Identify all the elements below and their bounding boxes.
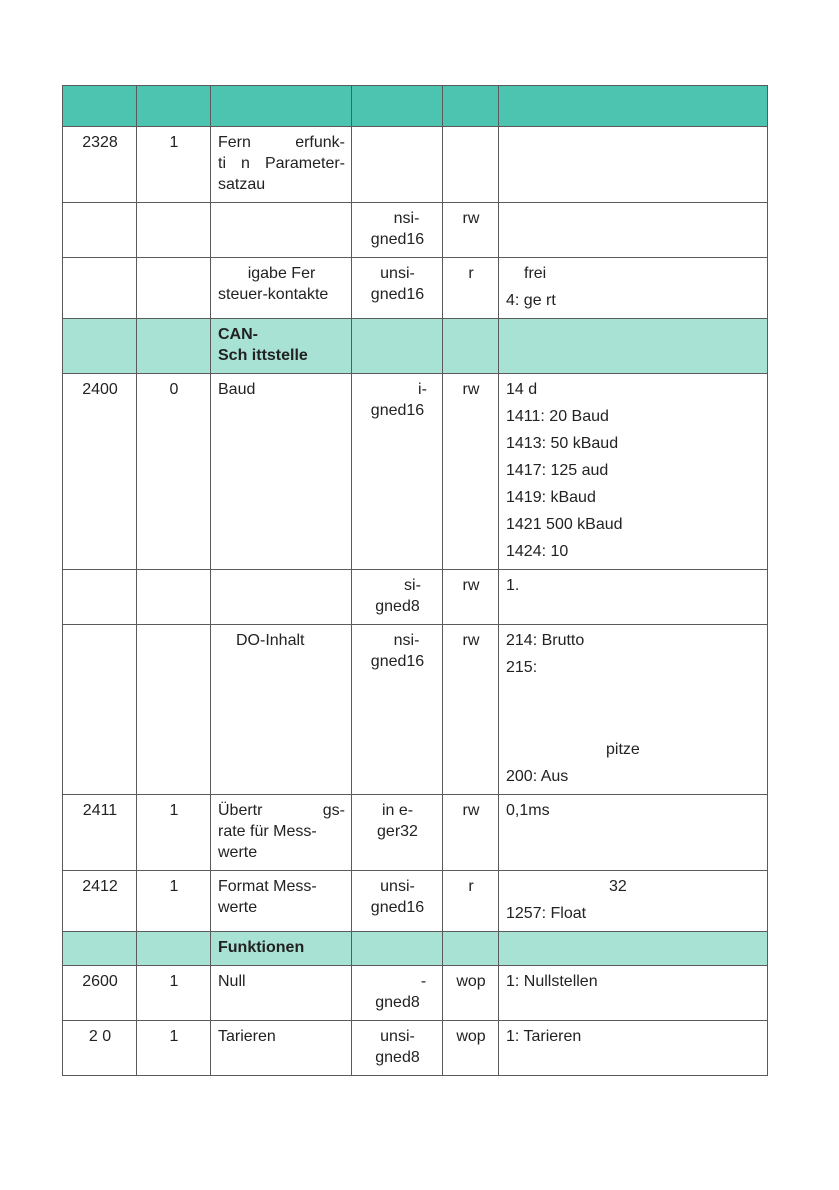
name-line: Fern erfunk- <box>218 134 345 151</box>
value-line: 1424: 10 <box>506 543 569 560</box>
value-line: 1421 500 kBaud <box>506 516 623 533</box>
header-cell-type <box>352 86 443 127</box>
section-empty-cell <box>352 932 443 966</box>
parameter-table <box>62 85 768 1076</box>
section-empty-cell <box>63 932 137 966</box>
section-title-line: CAN- <box>218 326 258 343</box>
values-cell <box>499 795 768 871</box>
value-line: 4: ge rt <box>506 292 556 309</box>
section-title <box>211 319 352 374</box>
value-line: 0,1ms <box>506 802 550 819</box>
table-row <box>63 258 768 319</box>
values-cell <box>499 1021 768 1076</box>
value-line: pitze <box>606 741 640 758</box>
value-line: 200: Aus <box>506 768 569 785</box>
value-line: 214: Brutto <box>506 632 585 649</box>
value-line: 1411: 20 Baud <box>506 408 609 425</box>
index-cell: 2400 <box>63 374 137 570</box>
section-empty-cell <box>499 932 768 966</box>
name-line: igabe Fer <box>247 265 316 282</box>
name-line: satzau <box>218 176 266 193</box>
type-line: unsi- <box>380 1028 415 1045</box>
index-cell <box>63 570 137 625</box>
value-line: 1257: Float <box>506 905 587 922</box>
subindex-cell <box>137 203 211 258</box>
type-line: in e- <box>381 802 414 819</box>
name-line: steuer-kontakte <box>218 286 329 303</box>
type-line: gned16 <box>370 899 425 916</box>
access-cell: rw <box>443 795 499 871</box>
section-row <box>63 932 768 966</box>
type-cell <box>352 258 443 319</box>
values-cell <box>499 374 768 570</box>
type-cell <box>352 625 443 795</box>
values-cell <box>499 570 768 625</box>
type-line: gned16 <box>370 231 425 248</box>
name-cell <box>211 127 352 203</box>
table-row <box>63 966 768 1021</box>
section-row <box>63 319 768 374</box>
section-empty-cell <box>352 319 443 374</box>
subindex-cell: 1 <box>137 1021 211 1076</box>
name-line: DO-Inhalt <box>236 632 305 649</box>
value-line: 1: Tarieren <box>506 1028 582 1045</box>
value-line: 1419: kBaud <box>506 489 596 506</box>
type-line: nsi- <box>393 632 420 649</box>
type-cell <box>352 374 443 570</box>
type-cell <box>352 795 443 871</box>
values-cell <box>499 258 768 319</box>
index-cell <box>63 625 137 795</box>
table-row <box>63 374 768 570</box>
section-empty-cell <box>443 932 499 966</box>
section-empty-cell <box>63 319 137 374</box>
value-line: 32 <box>609 878 627 895</box>
access-cell <box>443 127 499 203</box>
values-cell <box>499 203 768 258</box>
type-line: gned8 <box>375 994 420 1011</box>
type-line: nsi- <box>393 210 420 227</box>
value-spacer <box>506 684 761 739</box>
access-cell: wop <box>443 1021 499 1076</box>
value-line: 1417: 125 aud <box>506 462 609 479</box>
type-line: gned16 <box>370 402 425 419</box>
subindex-cell: 1 <box>137 966 211 1021</box>
section-title: Funktionen <box>211 932 352 966</box>
value-line: 1. <box>506 577 520 594</box>
values-cell <box>499 871 768 932</box>
type-cell <box>352 127 443 203</box>
type-line: gned16 <box>370 286 425 303</box>
header-cell-subindex <box>137 86 211 127</box>
name-cell <box>211 570 352 625</box>
name-line: ti n Parameter- <box>218 155 345 172</box>
index-cell: 2412 <box>63 871 137 932</box>
section-title-line: Sch ittstelle <box>218 347 308 364</box>
table-row <box>63 1021 768 1076</box>
type-cell <box>352 966 443 1021</box>
type-line: gned16 <box>370 653 425 670</box>
type-line: unsi- <box>380 265 415 282</box>
access-cell: r <box>443 258 499 319</box>
value-line: 1: Nullstellen <box>506 973 598 990</box>
subindex-cell <box>137 625 211 795</box>
table-header-row <box>63 86 768 127</box>
name-cell <box>211 871 352 932</box>
access-cell: wop <box>443 966 499 1021</box>
values-cell <box>499 966 768 1021</box>
name-line: werte <box>218 899 258 916</box>
header-cell-name <box>211 86 352 127</box>
section-empty-cell <box>137 932 211 966</box>
name-cell <box>211 203 352 258</box>
name-cell: Tarieren <box>211 1021 352 1076</box>
index-cell <box>63 203 137 258</box>
values-cell <box>499 625 768 795</box>
access-cell: rw <box>443 570 499 625</box>
value-line: 215: <box>506 659 538 676</box>
table-row <box>63 625 768 795</box>
table-row <box>63 570 768 625</box>
header-cell-index <box>63 86 137 127</box>
header-cell-values <box>499 86 768 127</box>
subindex-cell <box>137 258 211 319</box>
access-cell: rw <box>443 374 499 570</box>
access-cell: rw <box>443 203 499 258</box>
value-line: 14 d <box>506 381 538 398</box>
subindex-cell: 1 <box>137 871 211 932</box>
value-line: 1413: 50 kBaud <box>506 435 619 452</box>
subindex-cell: 1 <box>137 795 211 871</box>
section-empty-cell <box>443 319 499 374</box>
section-empty-cell <box>499 319 768 374</box>
type-line: unsi- <box>380 878 415 895</box>
type-line: gned8 <box>375 598 420 615</box>
type-line: gned8 <box>375 1049 420 1066</box>
index-cell: 2328 <box>63 127 137 203</box>
type-cell <box>352 203 443 258</box>
index-cell: 2 0 <box>63 1021 137 1076</box>
name-cell <box>211 625 352 795</box>
type-cell <box>352 871 443 932</box>
subindex-cell: 0 <box>137 374 211 570</box>
name-cell <box>211 795 352 871</box>
table-row <box>63 871 768 932</box>
value-line: frei <box>524 265 547 282</box>
access-cell: r <box>443 871 499 932</box>
index-cell: 2600 <box>63 966 137 1021</box>
index-cell: 2411 <box>63 795 137 871</box>
type-line: - <box>420 973 427 990</box>
name-cell: Baud <box>211 374 352 570</box>
name-line: Format Mess- <box>218 878 317 895</box>
name-line: rate für Mess- <box>218 823 317 840</box>
type-cell <box>352 570 443 625</box>
table-row <box>63 203 768 258</box>
table-row <box>63 127 768 203</box>
type-cell <box>352 1021 443 1076</box>
access-cell: rw <box>443 625 499 795</box>
index-cell <box>63 258 137 319</box>
header-cell-access <box>443 86 499 127</box>
type-line: i- <box>418 381 427 398</box>
subindex-cell <box>137 570 211 625</box>
values-cell <box>499 127 768 203</box>
type-line: si- <box>404 577 421 594</box>
section-empty-cell <box>137 319 211 374</box>
type-line: ger32 <box>377 823 418 840</box>
subindex-cell: 1 <box>137 127 211 203</box>
table-row <box>63 795 768 871</box>
name-cell: Null <box>211 966 352 1021</box>
name-line: werte <box>218 844 258 861</box>
name-cell <box>211 258 352 319</box>
name-line: Übertr gs- <box>218 802 345 819</box>
